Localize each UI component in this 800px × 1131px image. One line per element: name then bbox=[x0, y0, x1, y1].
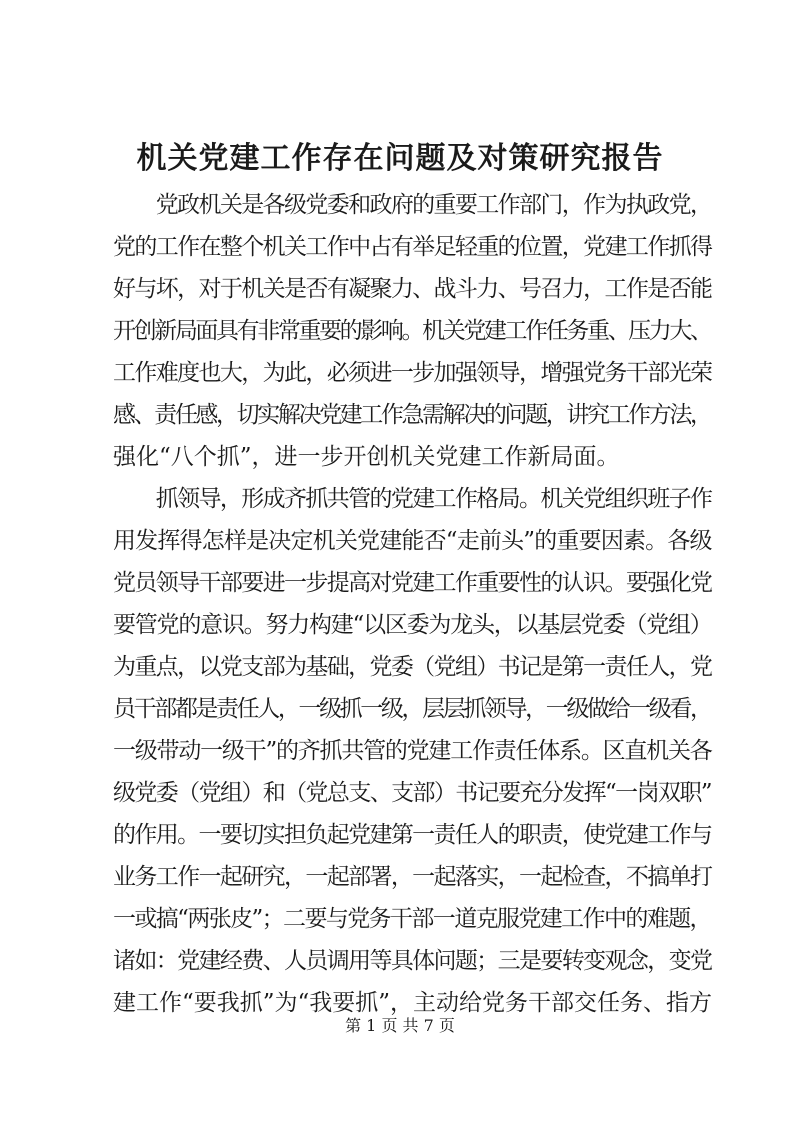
body-line: 好与坏，对于机关是否有凝聚力、战斗力、号召力，工作是否能 bbox=[113, 276, 712, 302]
body-line: 业务工作一起研究，一起部署，一起落实，一起检查，不搞单打 bbox=[113, 864, 712, 890]
body-line: 感、责任感，切实解决党建工作急需解决的问题，讲究工作方法， bbox=[113, 402, 711, 428]
body-line: 工作难度也大，为此，必须进一步加强领导，增强党务干部光荣 bbox=[113, 360, 712, 386]
document-title: 机关党建工作存在问题及对策研究报告 bbox=[136, 141, 664, 176]
body-line: 诸如：党建经费、人员调用等具体问题；三是要转变观念，变党 bbox=[113, 948, 712, 974]
body-line: 一级带动一级干”的齐抓共管的党建工作责任体系。区直机关各 bbox=[113, 738, 712, 764]
body-line: 党的工作在整个机关工作中占有举足轻重的位置，党建工作抓得 bbox=[113, 234, 712, 260]
body-line: 开创新局面具有非常重要的影响。机关党建工作任务重、压力大、 bbox=[113, 318, 711, 344]
body-line: 为重点，以党支部为基础，党委（党组）书记是第一责任人，党 bbox=[113, 654, 712, 680]
body-line: 要管党的意识。努力构建“以区委为龙头，以基层党委（党组） bbox=[113, 612, 712, 638]
body-line: 抓领导，形成齐抓共管的党建工作格局。机关党组织班子作 bbox=[113, 486, 712, 512]
body-line: 党员领导干部要进一步提高对党建工作重要性的认识。要强化党 bbox=[113, 570, 712, 596]
body-line: 的作用。一要切实担负起党建第一责任人的职责，使党建工作与 bbox=[113, 822, 712, 848]
body-line: 建工作“要我抓”为“我要抓”，主动给党务干部交任务、指方 bbox=[113, 990, 713, 1016]
page-number: 第 1 页 共 7 页 bbox=[345, 1016, 455, 1035]
body-line: 党政机关是各级党委和政府的重要工作部门，作为执政党， bbox=[113, 192, 712, 218]
body-line: 用发挥得怎样是决定机关党建能否“走前头”的重要因素。各级 bbox=[113, 528, 712, 554]
body-line: 一或搞“两张皮”；二要与党务干部一道克服党建工作中的难题， bbox=[113, 906, 711, 932]
body-line: 级党委（党组）和（党总支、支部）书记要充分发挥“一岗双职” bbox=[113, 780, 711, 806]
body-line: 员干部都是责任人，一级抓一级，层层抓领导，一级做给一级看， bbox=[113, 696, 711, 722]
body-line: 强化“八个抓”，进一步开创机关党建工作新局面。 bbox=[113, 444, 620, 470]
